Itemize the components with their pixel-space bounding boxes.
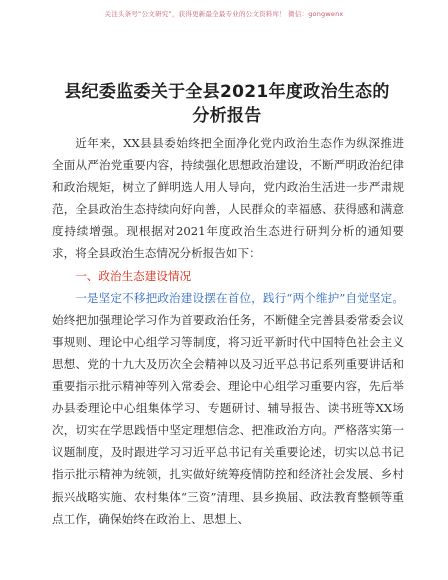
section-heading: 一、政治生态建设情况 [75,268,192,283]
section-lead-sentence: 一是坚定不移把政治建设摆在首位，践行“两个维护”自觉坚定。 [75,290,404,305]
document-body [52,132,404,530]
top-banner-text: 关注头条号“公文研究”，获得更新最全最专业的公文资料库！ 微信：gongwenx [104,9,344,18]
top-banner [44,0,404,26]
intro-paragraph: 近年来，XX县县委始终把全面净化党内政治生态作为纵深推进全面从严治党重要内容，持续强化思想政治建设，不断严明政治纪律和政治规矩，树立了鲜明选人用人导向，党内政治生活进一步严肃规范，全县政治生态持续向好向善，人民群众的幸福感、获得感和满意度持续增强。现根据对2021年度政治生态进行研判分析的通知要求，将全县政治生态情况分析报告如下： [52,136,404,261]
document-title: 县纪委监委关于全县2021年度政治生态的分析报告 [64,82,390,126]
section-paragraph [52,287,404,530]
section-body-text: 始终把加强理论学习作为首要政治任务，不断健全完善县委常委会议事规则、理论中心组学习等制度，将习近平新时代中国特色社会主义思想、党的十九大及历次全会精神以及习近平总书记系列重要讲话和重要指示批示精神等列入常委会、理论中心组学习重要内容，先后举办县委理论中心组集体学习、专题研讨、辅导报告、读书班等XX场次，切实在学思践悟中坚定理想信念、把准政治方向。严格落实第一议题制度，及时跟进学习习近平总书记有关重要论述，切实以总书记指示批示精神为统领，扎实做好统筹疫情防控和经济社会发展、乡村振兴战略实施、农村集体“三资”清理、县乡换届、政法教育整顿等重点工作，确保始终在政治上、思想上、 [52,312,404,526]
